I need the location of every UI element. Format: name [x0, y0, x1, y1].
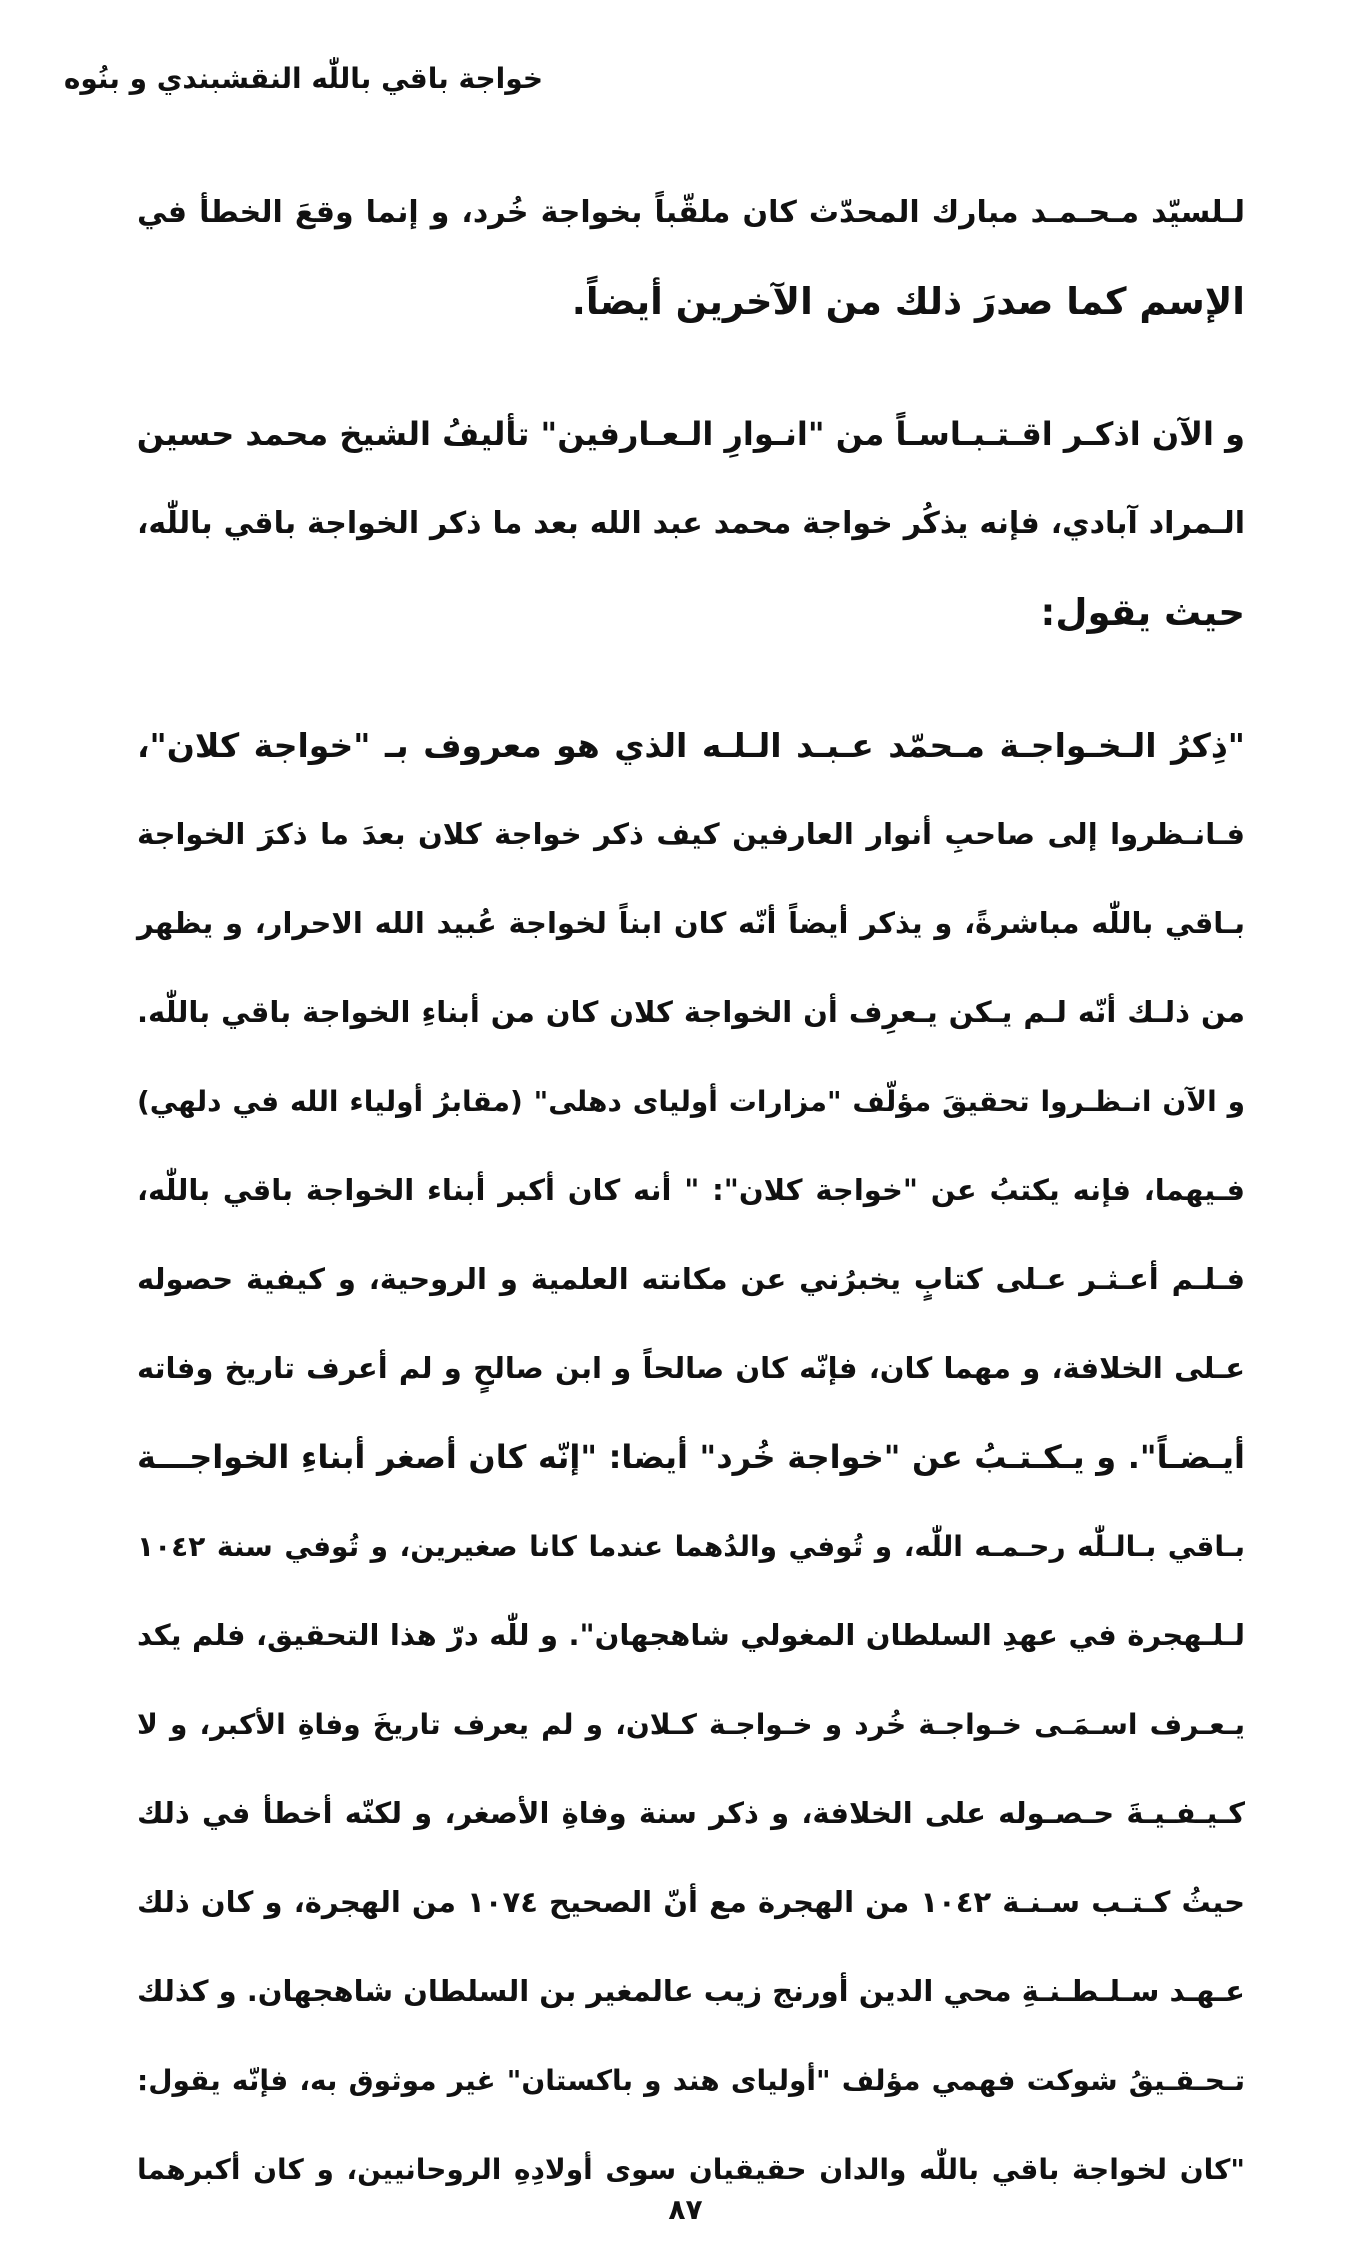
- text-line: "كان لخواجة باقي باللّٰه والدان حقيقيان سوى أولادِهِ الروحانيين، و كان أكبرهما: [137, 2153, 1245, 2186]
- paragraph-3: [137, 701, 1245, 2214]
- text-line: تـحـقـيقُ شوكت فهمي مؤلف "أولياى هند و باكستان" غير موثوق به، فإنّه يقول:: [137, 2064, 1245, 2097]
- body-text: [137, 168, 1245, 2214]
- text-line: كـيـفـيـةَ حـصـوله على الخلافة، و ذكر سنة وفاةِ الأصغر، و لكنّه أخطأ في ذلك: [137, 1796, 1245, 1830]
- text-line: بـاقي بـالـلّٰه رحـمـه اللّٰه، و تُوفي والدُهما عندما كانا صغيرين، و تُوفي سنة ١٠٤٢: [137, 1530, 1245, 1563]
- text-line: لـلسيّد مـحـمـد مبارك المحدّث كان ملقّباً بخواجة خُرد، و إنما وقعَ الخطأ في: [137, 195, 1245, 230]
- paragraph-1: [137, 168, 1245, 346]
- text-line: و الآن اذكـر اقـتـبـاسـاً من "انـوارِ الـعـارفين" تأليفُ الشيخ محمد حسين: [136, 415, 1245, 453]
- text-line: فـانـظروا إلى صاحبِ أنوار العارفين كيف ذكر خواجة كلان بعدَ ما ذكرَ الخواجة: [137, 817, 1245, 851]
- text-line: من ذلـك أنّه لـم يـكن يـعرِف أن الخواجة كلان كان من أبناءِ الخواجة باقي باللّٰه.: [137, 995, 1245, 1029]
- text-line: بـاقي باللّٰه مباشرةً، و يذكر أيضاً أنّه كان ابناً لخواجة عُبيد الله الاحرار، و يظهر: [137, 906, 1245, 940]
- running-header: خواجة باقي باللّٰه النقشبندي و بنُوه: [63, 62, 543, 95]
- page-number: ٨٧: [668, 2193, 703, 2226]
- text-line: حيثُ كـتـب سـنـة ١٠٤٢ من الهجرة مع أنّ الصحيح ١٠٧٤ من الهجرة، و كان ذلك: [137, 1885, 1245, 1919]
- text-line: فـيهما، فإنه يكتبُ عن "خواجة كلان": " أنه كان أكبر أبناء الخواجة باقي باللّٰه،: [137, 1173, 1245, 1207]
- text-line: عـلى الخلافة، و مهما كان، فإنّه كان صالحاً و ابن صالحٍ و لم أعرف تاريخ وفاته: [137, 1351, 1245, 1385]
- text-line: حيث يقول:: [1040, 591, 1245, 634]
- text-line: أيـضـاً". و يـكـتـبُ عن "خواجة خُرد" أيضا: "إنّه كان أصغر أبناءِ الخواجـــة: [137, 1438, 1245, 1476]
- text-line: و الآن انـظـروا تحقيقَ مؤلّف "مزارات أولياى دهلى" (مقابرُ أولياء الله في دلهي): [137, 1085, 1245, 1118]
- text-line: فـلـم أعـثـر عـلى كتابٍ يخبرُني عن مكانته العلمية و الروحية، و كيفية حصوله: [137, 1262, 1245, 1296]
- text-line: لـلـهجرة في عهدِ السلطان المغولي شاهجهان". و للّٰه درّ هذا التحقيق، فلم يكد: [137, 1618, 1245, 1652]
- text-line: الإسم كما صدرَ ذلك من الآخرين أيضاً.: [571, 280, 1245, 323]
- text-line: عـهـد سـلـطـنـةِ محي الدين أورنج زيب عالمغير بن السلطان شاهجهان. و كذلك: [137, 1974, 1245, 2008]
- text-line: الـمراد آبادي، فإنه يذكُر خواجة محمد عبد الله بعد ما ذكر الخواجة باقي باللّٰه،: [137, 506, 1245, 541]
- text-line: يـعـرف اسـمَـى خـواجـة خُرد و خـواجـة كـلان، و لم يعرف تاريخَ وفاةِ الأكبر، و لا: [137, 1708, 1245, 1741]
- text-line: "ذِكرُ الـخـواجـة مـحمّد عـبـد الـلـه الذي هو معروف بـ "خواجة كلان"،: [137, 726, 1245, 765]
- paragraph-2: [137, 390, 1245, 657]
